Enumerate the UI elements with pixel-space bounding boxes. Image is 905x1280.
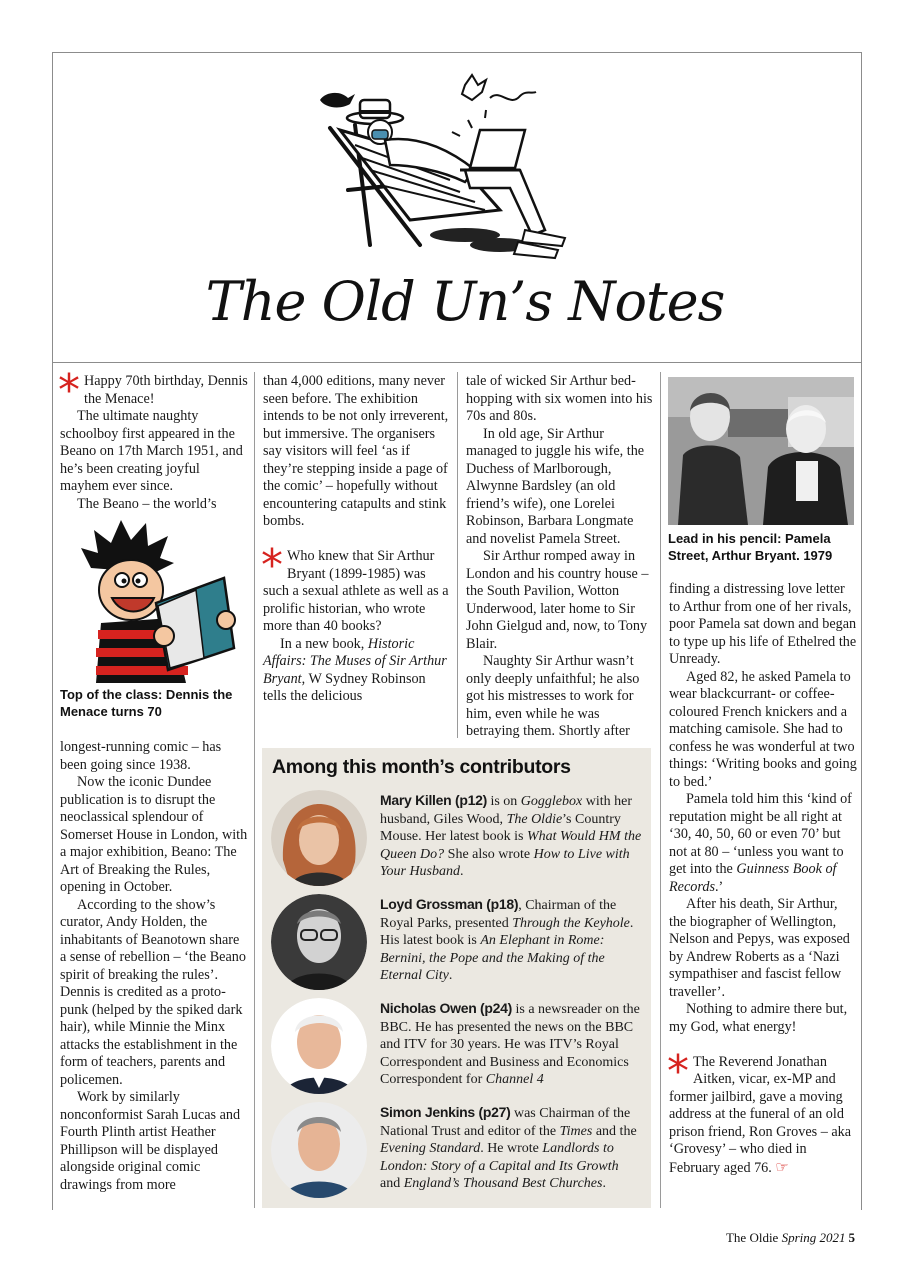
nicholas-owen-portrait <box>271 998 367 1094</box>
paragraph: finding a distressing love letter to Arthur from one of her rivals, poor Pamela sat down and began to type up his life of Ethelred the Unready. <box>669 581 857 667</box>
paragraph: The Beano – the world’s <box>77 495 217 512</box>
paragraph: Pamela told him this ‘kind of reputation might be all right at ‘30, 40, 50, 60 or even 70’ but not at 80 – ‘unless you want to get into the Guinness Book of Records.’ <box>669 791 852 895</box>
paragraph: Nothing to admire there but, my God, what energy! <box>669 1001 848 1035</box>
masthead-divider <box>52 362 862 363</box>
frame-right-border <box>861 362 862 1210</box>
paragraph: * Who knew that Sir Arthur Bryant (1899-1985) was such a sexual athlete as well as a prolific historian, who wrote more than 40 books? <box>261 540 449 634</box>
contributors-box <box>262 748 651 1208</box>
page-footer <box>700 1230 855 1246</box>
column-4 <box>669 581 857 1177</box>
deckchair-illustration <box>300 70 600 270</box>
paragraph: The ultimate naughty schoolboy first appeared in the Beano on 17th March 1951, and he’s been creating joyful mayhem ever since. <box>60 408 243 494</box>
column-rule-2 <box>457 372 458 738</box>
pointing-hand-icon: ☞ <box>775 1157 789 1176</box>
paragraph: * Happy 70th birthday, Dennis the Menace! <box>58 365 248 416</box>
contributor-loyd-grossman: Loyd Grossman (p18), Chairman of the Royal Parks, presented Through the Keyhole. His latest book is An Elephant in Rome: Bernini, the Pope and the Making of the Eternal City. <box>380 896 634 983</box>
issue-label: Spring 2021 <box>781 1230 846 1245</box>
paragraph: tale of wicked Sir Arthur bed-hopping with six women into his 70s and 80s. <box>466 373 653 424</box>
asterisk-icon: * <box>261 540 283 591</box>
contributors-title: Among this month’s contributors <box>272 756 571 778</box>
contributor-simon-jenkins: Simon Jenkins (p27) was Chairman of the National Trust and editor of the Times and the Evening Standard. He wrote Landlords to London: Story of a Capital and Its Growth and England’s Thousand Best Churches. <box>380 1104 637 1191</box>
mary-killen-portrait <box>271 790 367 886</box>
paragraph: Aged 82, he asked Pamela to wear blackcurrant- or coffee-coloured French knickers and a matching camisole. She had to confess he was wonderful at two things: ‘Writing books and going to bed.’ <box>669 668 857 790</box>
simon-jenkins-portrait <box>271 1102 367 1198</box>
paragraph: Sir Arthur romped away in London and his country house – the South Pavilion, Wotton Underwood, later home to Sir John Gielgud and, now, to Tony Blair. <box>466 548 649 652</box>
contributor-nicholas-owen: Nicholas Owen (p24) is a newsreader on the BBC. He has presented the news on the BBC and ITV for 30 years. He was ITV’s Royal Correspondent and Business and Economics Correspondent for Channel 4 <box>380 1000 640 1087</box>
page-title: The Old Un’s Notes <box>205 270 725 333</box>
pamela-street-arthur-bryant-photo <box>668 377 854 525</box>
column-1-top <box>58 365 248 513</box>
dennis-the-menace-illustration <box>76 518 236 683</box>
column-rule-3 <box>660 372 661 1208</box>
paragraph: According to the show’s curator, Andy Holden, the inhabitants of Beanotown share a sense of rebellion – ‘the Beano spirit of breaking the rules’. Dennis is credited as a proto-punk (helped by the spiked dark hair), while Minnie the Minx attacks the establishment in the form of teachers, parents and policemen. <box>60 896 246 1088</box>
paragraph: After his death, Sir Arthur, the biographer of Wellington, Nelson and Pepys, was exposed by Andrew Roberts as a ‘Nazi sympathiser and fascist fellow traveller’. <box>669 896 850 1000</box>
column-3 <box>466 373 654 741</box>
paragraph: Naughty Sir Arthur wasn’t only deeply unfaithful; he also got his mistresses to work for him, even while he was betraying them. Shortly after <box>466 653 640 739</box>
dennis-caption: Top of the class: Dennis the Menace turns 70 <box>60 687 233 719</box>
asterisk-icon: * <box>58 365 80 416</box>
paragraph: Now the iconic Dundee publication is to disrupt the neoclassical splendour of Somerset House in London, with a major exhibition, Beano: The Art of Breaking the Rules, opening in October. <box>60 774 248 895</box>
asterisk-icon: * <box>667 1045 689 1097</box>
page-number: 5 <box>848 1230 855 1245</box>
contributor-mary-killen: Mary Killen (p12) is on Gogglebox with her husband, Giles Wood, The Oldie’s Country Mouse. Her latest book is What Would HM the Queen Do? She also wrote How to Live with Your Husband. <box>380 792 642 879</box>
paragraph: longest-running comic – has been going since 1938. <box>60 739 222 773</box>
magazine-name: The Oldie <box>725 1230 779 1245</box>
paragraph: than 4,000 editions, many never seen before. The exhibition intends to be not only irreverent, but immersive. The organisers say visitors will feel ‘as if they’re stepping inside a page of the comic’ – hopefully without encountering catapults and stink bombs. <box>263 373 449 529</box>
frame-left-border <box>52 362 53 1210</box>
column-1-bottom <box>60 739 248 1194</box>
paragraph: * The Reverend Jonathan Aitken, vicar, ex-MP and former jailbird, gave a moving address at the funeral of an old prison friend, Ron Groves – aka ‘Grovesy’ – who died in February aged 76. ☞ <box>667 1045 852 1176</box>
paragraph: Work by similarly nonconformist Sarah Lucas and Fourth Plinth artist Heather Phillipson will be displayed alongside original comic drawings from more <box>60 1089 241 1193</box>
paragraph: In old age, Sir Arthur managed to juggle his wife, the Duchess of Marlborough, Alwynne Bardsley (an old friend’s wife), one Lorelei Robinson, Barbara Longmate and novelist Pamela Street. <box>466 425 645 547</box>
column-2 <box>263 373 452 706</box>
paragraph: In a new book, Historic Affairs: The Muses of Sir Arthur Bryant, W Sydney Robinson tells the delicious <box>263 635 447 704</box>
column-rule-1 <box>254 372 255 1208</box>
photo-caption: Lead in his pencil: Pamela Street, Arthur Bryant. 1979 <box>668 531 833 563</box>
loyd-grossman-portrait <box>271 894 367 990</box>
